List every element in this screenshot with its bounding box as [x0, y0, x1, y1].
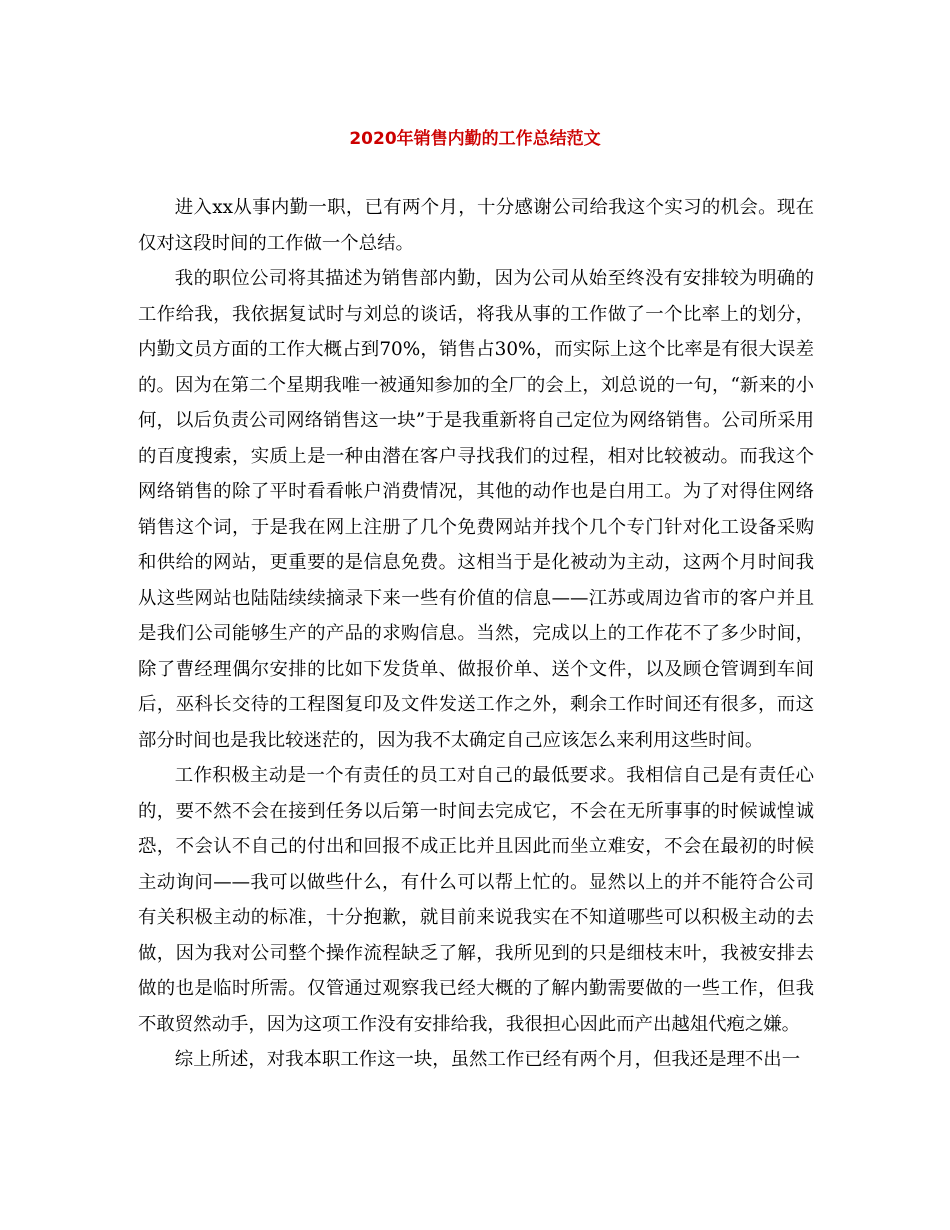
paragraph-intro: 进入xx从事内勤一职，已有两个月，十分感谢公司给我这个实习的机会。现在仅对这段时间的工作做一个总结。: [138, 197, 814, 254]
document-body: [138, 190, 814, 1078]
paragraph-summary: 综上所述，对我本职工作这一块，虽然工作已经有两个月，但我还是理不出一: [174, 1049, 801, 1070]
paragraph-position: 我的职位公司将其描述为销售部内勤，因为公司从始至终没有安排较为明确的工作给我，我依据复试时与刘总的谈话，将我从事的工作做了一个比率上的划分，内勤文员方面的工作大概占到70%，销售占30%，而实际上这个比率是有很大误差的。因为在第二个星期我唯一被通知参加的全厂的会上，刘总说的一句，“新来的小何，以后负责公司网络销售这一块”于是我重新将自己定位为网络销售。公司所采用的百度搜索，实质上是一种由潜在客户寻找我们的过程，相对比较被动。而我这个网络销售的除了平时看看帐户消费情况，其他的动作也是白用工。为了对得住网络销售这个词，于是我在网上注册了几个免费网站并找个几个专门针对化工设备采购和供给的网站，更重要的是信息免费。这相当于是化被动为主动，这两个月时间我从这些网站也陆陆续续摘录下来一些有价值的信息——江苏或周边省市的客户并且是我们公司能够生产的产品的求购信息。当然，完成以上的工作花不了多少时间，除了曹经理偶尔安排的比如下发货单、做报价单、送个文件，以及顾仓管调到车间后，巫科长交待的工程图复印及文件发送工作之外，剩余工作时间还有很多，而这部分时间也是我比较迷茫的，因为我不太确定自己应该怎么来利用这些时间。: [138, 268, 814, 751]
document-title: 2020年销售内勤的工作总结范文: [349, 129, 601, 149]
paragraph-initiative: 工作积极主动是一个有责任的员工对自己的最低要求。我相信自己是有责任心的，要不然不会在接到任务以后第一时间去完成它，不会在无所事事的时候诚惶诚恐，不会认不自己的付出和回报不成正比并且因此而坐立难安，不会在最初的时候主动询问——我可以做些什么，有什么可以帮上忙的。显然以上的并不能符合公司有关积极主动的标准，十分抱歉，就目前来说我实在不知道哪些可以积极主动的去做，因为我对公司整个操作流程缺乏了解，我所见到的只是细枝末叶，我被安排去做的也是临时所需。仅管通过观察我已经大概的了解内勤需要做的一些工作，但我不敢贸然动手，因为这项工作没有安排给我，我很担心因此而产出越俎代疱之嫌。: [138, 765, 814, 1035]
